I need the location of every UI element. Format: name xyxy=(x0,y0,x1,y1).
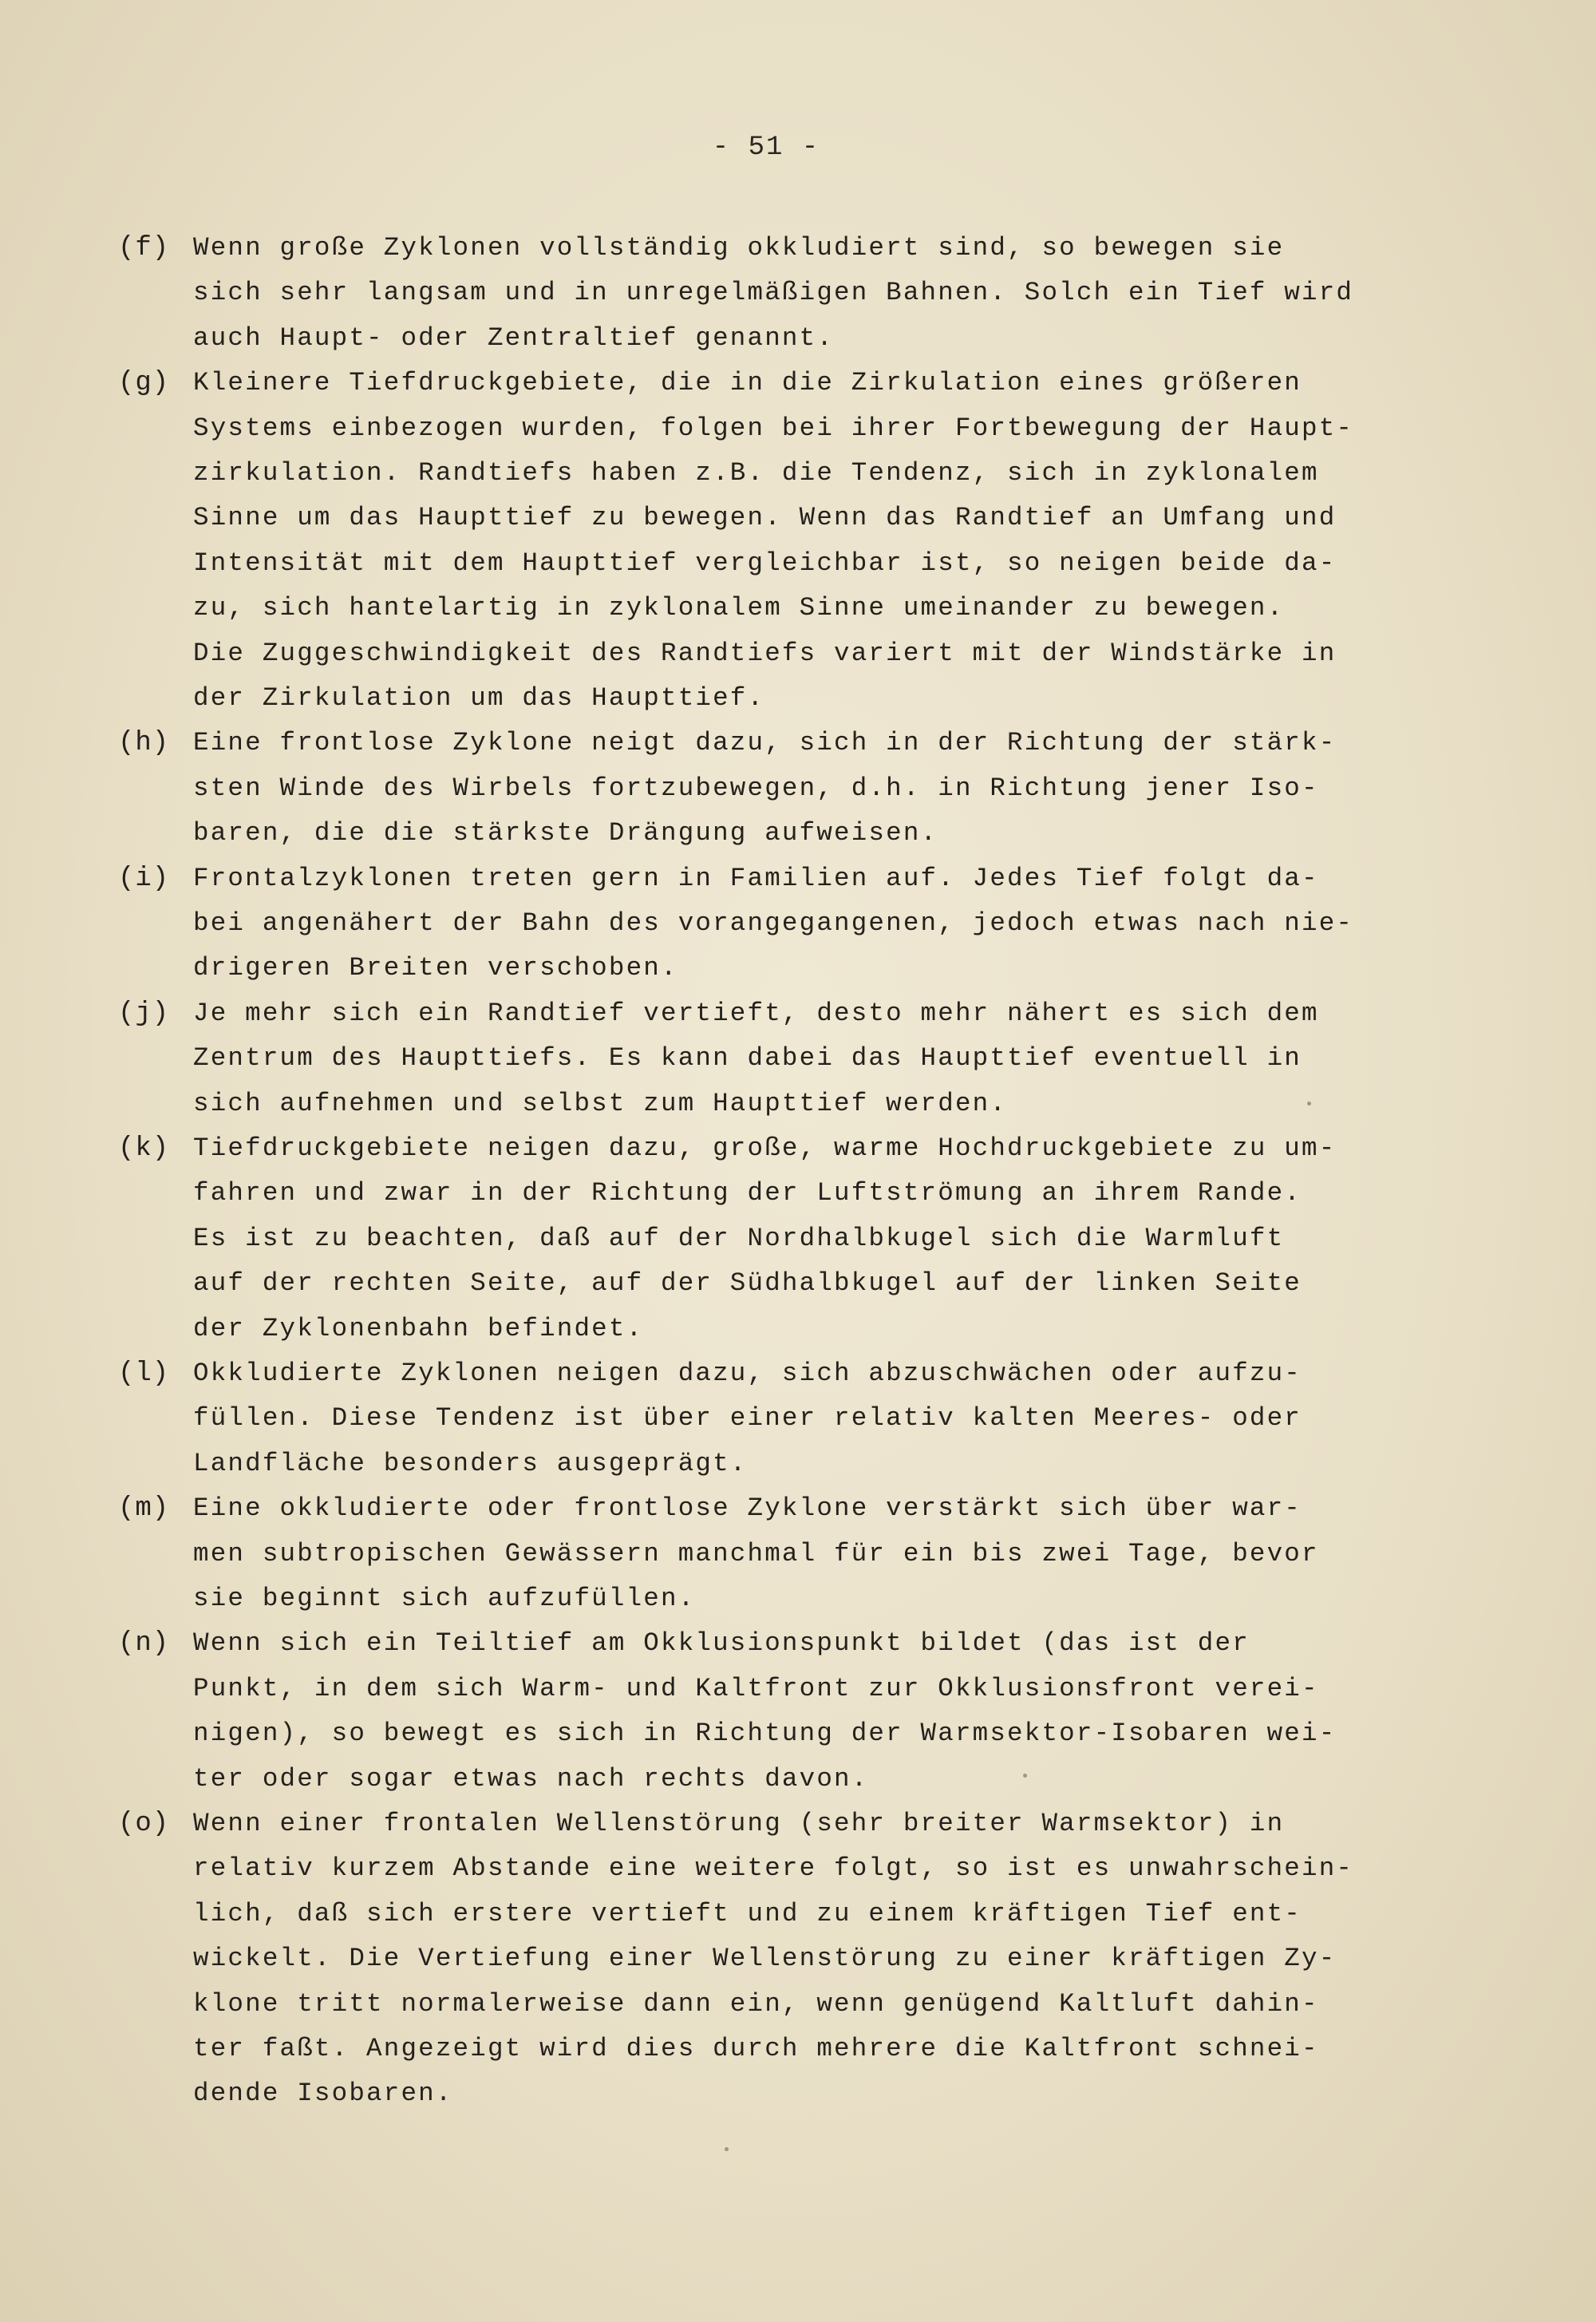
item-text xyxy=(193,1126,1470,1351)
item-label: (g) xyxy=(118,368,170,399)
text-line: Eine frontlose Zyklone neigt dazu, sich in der Richtung der stärk- xyxy=(193,728,1337,758)
text-line: Okkludierte Zyklonen neigen dazu, sich abzuschwächen oder aufzu- xyxy=(193,1359,1302,1388)
text-line: Wenn große Zyklonen vollständig okkludiert sind, so bewegen sie xyxy=(193,233,1285,263)
text-line: Frontalzyklonen treten gern in Familien auf. Jedes Tief folgt da- xyxy=(193,863,1319,893)
item-label: (k) xyxy=(118,1133,170,1164)
text-line: Je mehr sich ein Randtief vertieft, desto mehr nähert es sich dem xyxy=(193,998,1319,1028)
text-line: Es ist zu beachten, daß auf der Nordhalbkugel sich die Warmluft xyxy=(193,1223,1285,1253)
text-line: relativ kurzem Abstande eine weitere folgt, so ist es unwahrschein- xyxy=(193,1853,1354,1884)
item-label: (o) xyxy=(118,1809,170,1839)
text-line: wickelt. Die Vertiefung einer Wellenstörung zu einer kräftigen Zy- xyxy=(193,1944,1337,1974)
text-line: Tiefdruckgebiete neigen dazu, große, warme Hochdruckgebiete zu um- xyxy=(193,1133,1337,1163)
text-line: der Zirkulation um das Haupttief. xyxy=(193,682,765,713)
text-line: sich sehr langsam und in unregelmäßigen Bahnen. Solch ein Tief wird xyxy=(193,278,1354,308)
text-line: ter faßt. Angezeigt wird dies durch mehrere die Kaltfront schnei- xyxy=(193,2033,1319,2063)
item-text xyxy=(193,1351,1470,1486)
text-line: zu, sich hantelartig in zyklonalem Sinne umeinander zu bewegen. xyxy=(193,593,1285,623)
text-line: Zentrum des Haupttiefs. Es kann dabei das Haupttief eventuell in xyxy=(193,1043,1302,1074)
text-line: klone tritt normalerweise dann ein, wenn genügend Kaltluft dahin- xyxy=(193,1988,1319,2019)
text-line: ter oder sogar etwas nach rechts davon. xyxy=(193,1763,869,1794)
text-line: auf der rechten Seite, auf der Südhalbkugel auf der linken Seite xyxy=(193,1268,1302,1299)
text-line: nigen), so bewegt es sich in Richtung der Warmsektor-Isobaren wei- xyxy=(193,1719,1337,1749)
text-line: drigeren Breiten verschoben. xyxy=(193,953,678,983)
text-line: der Zyklonenbahn befindet. xyxy=(193,1313,644,1343)
text-line: Die Zuggeschwindigkeit des Randtiefs variert mit der Windstärke in xyxy=(193,638,1337,668)
item-text xyxy=(193,1802,1470,2117)
item-text xyxy=(193,721,1470,856)
text-line: lich, daß sich erstere vertieft und zu einem kräftigen Tief ent- xyxy=(193,1898,1302,1928)
item-label: (f) xyxy=(118,233,170,263)
text-line: sten Winde des Wirbels fortzubewegen, d.h. in Richtung jener Iso- xyxy=(193,773,1319,803)
item-text xyxy=(193,226,1470,361)
text-line: bei angenähert der Bahn des vorangegangenen, jedoch etwas nach nie- xyxy=(193,908,1354,938)
item-label: (n) xyxy=(118,1628,170,1659)
text-line: men subtropischen Gewässern manchmal für ein bis zwei Tage, bevor xyxy=(193,1538,1319,1568)
item-text xyxy=(193,361,1470,721)
item-text xyxy=(193,856,1470,991)
text-line: Landfläche besonders ausgeprägt. xyxy=(193,1448,748,1478)
item-label: (m) xyxy=(118,1493,170,1525)
text-line: Wenn sich ein Teiltief am Okklusionspunkt bildet (das ist der xyxy=(193,1628,1250,1659)
item-text xyxy=(193,1621,1470,1802)
text-line: zirkulation. Randtiefs haben z.B. die Tendenz, sich in zyklonalem xyxy=(193,457,1319,488)
text-line: auch Haupt- oder Zentraltief genannt. xyxy=(193,322,835,353)
text-line: Punkt, in dem sich Warm- und Kaltfront zur Okklusionsfront verei- xyxy=(193,1673,1319,1703)
item-text xyxy=(193,1486,1470,1621)
paper-speck xyxy=(1023,1774,1027,1778)
text-line: Eine okkludierte oder frontlose Zyklone verstärkt sich über war- xyxy=(193,1493,1302,1524)
text-line: Wenn einer frontalen Wellenstörung (sehr breiter Warmsektor) in xyxy=(193,1809,1285,1838)
item-label: (i) xyxy=(118,863,170,894)
text-line: Kleinere Tiefdruckgebiete, die in die Zirkulation eines größeren xyxy=(193,368,1302,398)
item-label: (l) xyxy=(118,1359,170,1389)
text-line: füllen. Diese Tendenz ist über einer relativ kalten Meeres- oder xyxy=(193,1403,1302,1434)
paper-speck xyxy=(725,2147,729,2151)
text-line: fahren und zwar in der Richtung der Luftströmung an ihrem Rande. xyxy=(193,1178,1302,1208)
text-line: Systems einbezogen wurden, folgen bei ihrer Fortbewegung der Haupt- xyxy=(193,413,1354,443)
text-line: dende Isobaren. xyxy=(193,2079,453,2109)
paper-speck xyxy=(1307,1102,1311,1106)
item-label: (j) xyxy=(118,998,170,1029)
text-line: Intensität mit dem Haupttief vergleichbar ist, so neigen beide da- xyxy=(193,548,1337,578)
text-line: Sinne um das Haupttief zu bewegen. Wenn das Randtief an Umfang und xyxy=(193,503,1337,533)
page-number: - 51 - xyxy=(712,133,820,163)
item-text xyxy=(193,991,1470,1126)
text-line: baren, die die stärkste Drängung aufweisen. xyxy=(193,818,938,848)
item-label: (h) xyxy=(118,728,170,759)
text-line: sie beginnt sich aufzufüllen. xyxy=(193,1583,696,1613)
text-line: sich aufnehmen und selbst zum Haupttief werden. xyxy=(193,1088,1008,1118)
